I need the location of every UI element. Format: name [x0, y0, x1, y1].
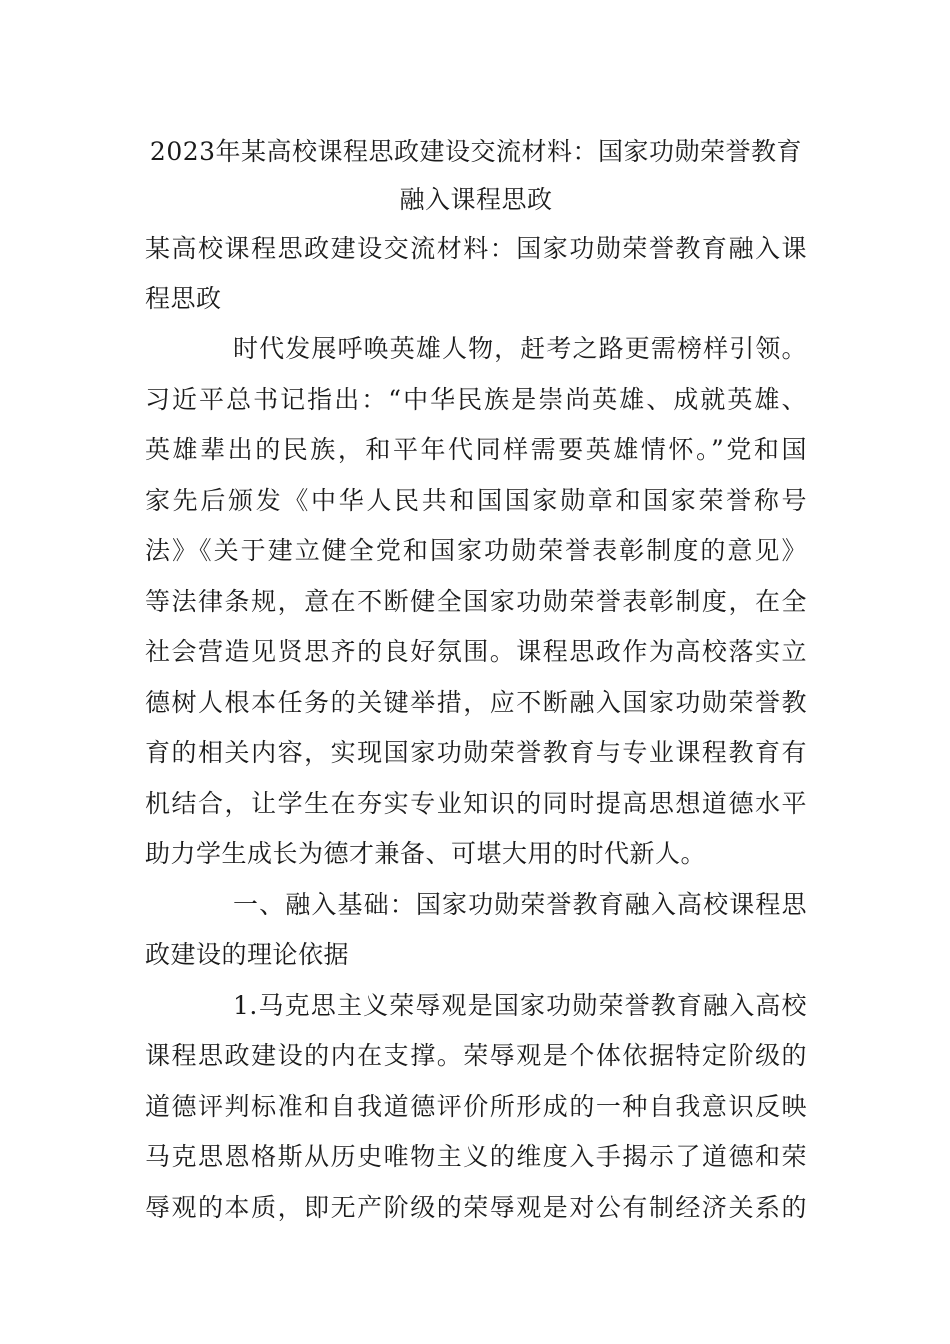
document-title [145, 128, 807, 224]
title-line-1: 2023年某高校课程思政建设交流材料：国家功勋荣誉教育 [149, 137, 803, 166]
paragraph-line: 课程思政建设的内在支撑。荣辱观是个体依据特定阶级的 [145, 1041, 807, 1070]
paragraph-line: 助力学生成长为德才兼备、可堪大用的时代新人。 [145, 839, 707, 868]
document-subtitle [145, 224, 807, 324]
paragraph-line: 社会营造见贤思齐的良好氛围。课程思政作为高校落实立 [145, 637, 807, 666]
paragraph-line: 等法律条规，意在不断健全国家功勋荣誉表彰制度，在全 [145, 586, 807, 616]
document-page [145, 128, 807, 1233]
paragraph-line: 道德评判标准和自我道德评价所形成的一种自我意识反映 [145, 1091, 807, 1121]
paragraph-intro [145, 324, 807, 880]
paragraph-line: 德树人根本任务的关键举措，应不断融入国家功勋荣誉教 [145, 687, 807, 717]
paragraph-line: 法》《关于建立健全党和国家功勋荣誉表彰制度的意见》 [145, 536, 807, 565]
heading-line: 政建设的理论依据 [145, 940, 350, 969]
paragraph-line: 辱观的本质，即无产阶级的荣辱观是对公有制经济关系的 [145, 1192, 807, 1222]
paragraph-line: 机结合，让学生在夯实专业知识的同时提高思想道德水平 [145, 788, 807, 818]
paragraph-line: 马克思恩格斯从历史唯物主义的维度入手揭示了道德和荣 [145, 1142, 807, 1171]
subtitle-line-2: 程思政 [145, 284, 222, 313]
paragraph-line: 育的相关内容，实现国家功勋荣誉教育与专业课程教育有 [145, 738, 807, 767]
paragraph-line: 时代发展呼唤英雄人物，赶考之路更需榜样引领。 [233, 334, 807, 363]
heading-line: 一、融入基础：国家功勋荣誉教育融入高校课程思 [233, 889, 807, 919]
paragraph-section-1-1 [145, 981, 807, 1234]
paragraph-line: 习近平总书记指出：“中华民族是崇尚英雄、成就英雄、 [145, 384, 807, 414]
paragraph-line: 1.马克思主义荣辱观是国家功勋荣誉教育融入高校 [233, 990, 807, 1020]
paragraph-line: 家先后颁发《中华人民共和国国家勋章和国家荣誉称号 [145, 485, 807, 515]
paragraph-line: 英雄辈出的民族，和平年代同样需要英雄情怀。”党和国 [145, 435, 807, 464]
subtitle-line-1: 某高校课程思政建设交流材料：国家功勋荣誉教育融入课 [145, 234, 807, 263]
section-heading-1 [145, 880, 807, 981]
title-line-2: 融入课程思政 [399, 185, 553, 214]
